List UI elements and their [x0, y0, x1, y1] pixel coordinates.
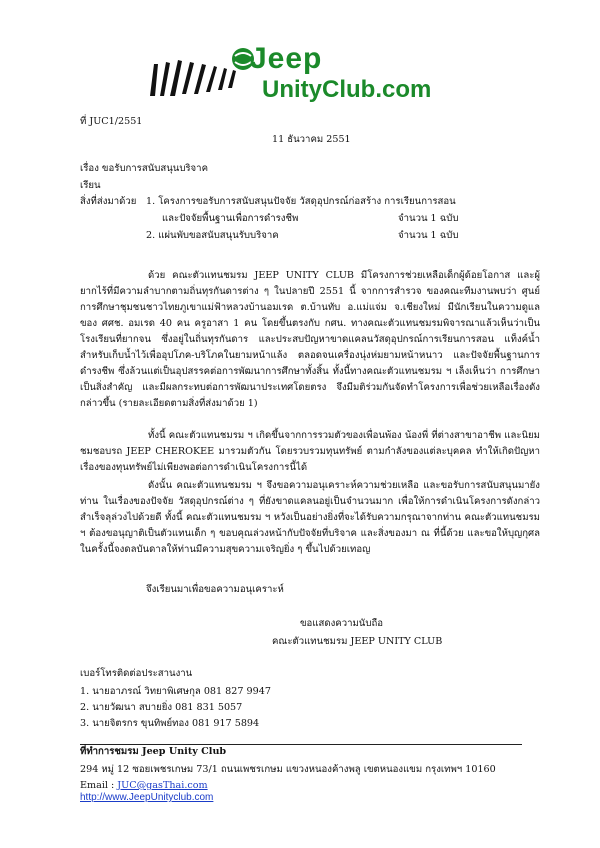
footer-email-link[interactable]: JUC@gasThai.com	[117, 780, 208, 791]
footer-email-label: Email :	[80, 780, 118, 791]
document-date: 11 ธันวาคม 2551	[272, 134, 351, 145]
logo-brush-marks	[148, 56, 240, 100]
body-paragraph-3: ดังนั้น คณะตัวแทนชมรม ฯ จึงขอความอนุเคราะห์ความช่วยเหลือ และขอรับการสนับสนุนมายังท่าน ในเรื่องของปัจจัย วัสดุอุปกรณ์ต่าง ๆ ที่ยังขาดแคลนอยู่เป็นจำนวนมาก เพื่อให้การดำเนินโครงการดังกล่าวสำเร็จลุล่วงไปด้วยดี ทั้งนี้ คณะตัวแทนชมรม ฯ หวังเป็นอย่างยิ่งที่จะได้รับความกรุณาจากท่าน คณะตัวแทนชมรม ฯ ต้องขอนุญาติเป็นตัวแทนเด็ก ๆ ขอบคุณล่วงหน้ากับปัจจัยที่บริจาค และสิ่งของมา ณ ที่นี้ด้วย และขอให้บุญกุศลในครั้งนี้จงดลบันดาลให้ท่านมีความสุขความเจริญยิ่ง ๆ ขึ้นไปด้วยเทอญ	[80, 480, 540, 555]
attachment-item-1: 1. โครงการขอรับการสนับสนุนปัจจัย วัสดุอุปกรณ์ก่อสร้าง การเรียนการสอน	[146, 196, 456, 207]
contact-item-1: 1. นายอาภรณ์ วิทยาพิเศษกุล 081 827 9947	[80, 686, 271, 697]
footer-website-row	[80, 792, 213, 803]
logo-jeep-text: Jeep	[250, 42, 323, 75]
footer-address: 294 หมู่ 12 ซอยเพชรเกษม 73/1 ถนนเพชรเกษม แขวงหนองค้างพลู เขตหนองแขม กรุงเทพฯ 10160	[80, 764, 496, 775]
subject-line: เรื่อง ขอรับการสนับสนุนบริจาค	[80, 163, 208, 174]
document-number: ที่ JUC1/2551	[80, 116, 143, 127]
attachments-label: สิ่งที่ส่งมาด้วย	[80, 196, 137, 207]
contact-item-2: 2. นายวัฒนา สบายยิ่ง 081 831 5057	[80, 702, 243, 713]
body-paragraph-2: ทั้งนี้ คณะตัวแทนชมรม ฯ เกิดขึ้นจากการรวมตัวของเพื่อนพ้อง น้องพี่ ที่ต่างสาขาอาชีพ และนิยมชมชอบรถ JEEP CHEROKEE มารวมตัวกัน โดยรวบรวมทุนทรัพย์ ตามกำลังของแต่ละบุคคล ทำให้เกิดปัญหาเรื่องของทุนทรัพย์ไม่เพียงพอต่อการดำเนินโครงการนี้ได้	[80, 430, 540, 473]
contacts-heading: เบอร์โทรติดต่อประสานงาน	[80, 668, 193, 679]
footer-website-link[interactable]: http://www.JeepUnityclub.com	[80, 792, 214, 803]
salutation: เรียน	[80, 180, 101, 191]
attachment-qty-1: จำนวน 1 ฉบับ	[398, 213, 459, 224]
sign-off: ขอแสดงความนับถือ	[300, 618, 384, 629]
closing-request: จึงเรียนมาเพื่อขอความอนุเคราะห์	[146, 584, 284, 595]
attachment-item-1-cont: และปัจจัยพื้นฐานเพื่อการดำรงชีพ	[162, 213, 299, 224]
signer-name: คณะตัวแทนชมรม JEEP UNITY CLUB	[272, 636, 443, 647]
attachment-qty-2: จำนวน 1 ฉบับ	[398, 230, 459, 241]
logo-club-text: UnityClub.com	[262, 76, 432, 103]
attachment-item-2: 2. แผ่นพับขอสนับสนุนรับบริจาค	[146, 230, 279, 241]
footer-title: ที่ทำการชมรม Jeep Unity Club	[80, 746, 227, 757]
footer-divider	[80, 744, 522, 745]
body-paragraph-1: ด้วย คณะตัวแทนชมรม JEEP UNITY CLUB มีโครงการช่วยเหลือเด็กผู้ด้อยโอกาส และผู้ยากไร้ที่มีความลำบากตามถิ่นทุรกันดารต่าง ๆ ในปลายปี 2551 นี้ จากการสำรวจ ของคณะทีมงานพบว่า ศูนย์การศึกษาชุมชนชาวไทยภูเขาแม่ฟ้าหลวงบ้านอมเรด ต.บ้านทับ อ.แม่แจ่ม จ.เชียงใหม่ มีนักเรียนในความดูแลของ ศศช. อมเรด 40 คน ครูอาสา 1 คน โดยขึ้นตรงกับ กศน. ทางคณะตัวแทนชมรมพิจารณาแล้วเห็นว่าเป็นโรงเรียนที่ยากจน ซึ่งอยู่ในถิ่นทุรกันดาร และประสบปัญหาขาดแคลนวัสดุอุปกรณ์การเรียนการสอน แท็งค์น้ำสำหรับเก็บน้ำไว้เพื่ออุปโภค-บริโภคในยามหน้าแล้ง ตลอดจนเครื่องนุ่งห่มยามหน้าหนาว และปัจจัยพื้นฐานการดำรงชีพ ซึ่งล้วนแต่เป็นอุปสรรคต่อการพัฒนาการศึกษาทั้งสิ้น ทั้งนี้ทางคณะตัวแทนชมรม ฯ เล็งเห็นว่า การศึกษาเป็นสิ่งสำคัญ และมีผลกระทบต่อการพัฒนาประเทศโดยตรง จึงมีมติร่วมกันจัดทำโครงการเพื่อช่วยเหลือเรื่องดังกล่าวขึ้น (รายละเอียดตามสิ่งที่ส่งมาด้วย 1)	[80, 270, 540, 409]
footer-email-row	[80, 780, 208, 792]
contact-item-3: 3. นายจิตรกร ขุนทิพย์ทอง 081 917 5894	[80, 718, 260, 729]
